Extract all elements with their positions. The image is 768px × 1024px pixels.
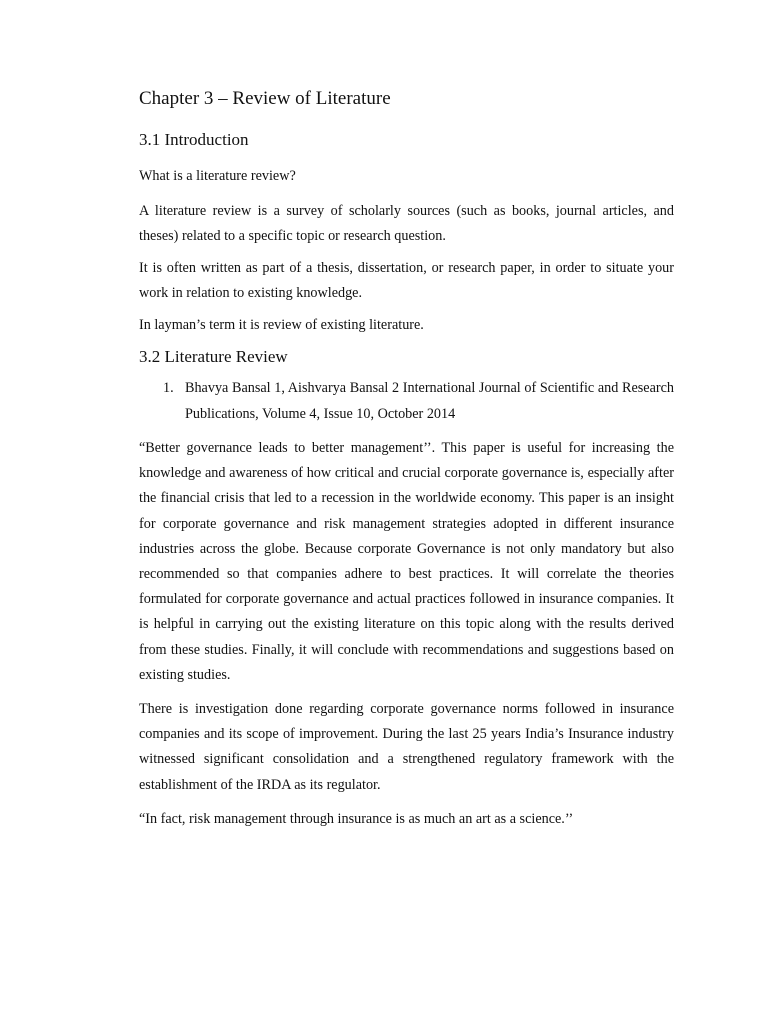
reference-item [163,375,674,427]
document-page [139,86,674,839]
intro-paragraph-3: In layman’s term it is review of existing literature. [139,317,424,333]
intro-question: What is a literature review? [139,168,296,184]
reference-list [139,375,674,427]
review-paragraph-2: There is investigation done regarding corporate governance norms followed in insurance companies and its scope of improvement. During the last 25 years India’s Insurance industry witnessed significant consolidation and a strengthened regulatory framework with the establishment of the IRDA as its regulator. [139,701,674,793]
section-heading-introduction: 3.1 Introduction [139,130,249,149]
reference-text: Bhavya Bansal 1, Aishvarya Bansal 2 International Journal of Scientific and Research Publications, Volume 4, Issue 10, October 2014 [185,380,674,422]
intro-paragraph-2: It is often written as part of a thesis, dissertation, or research paper, in order to situate your work in relation to existing knowledge. [139,260,674,301]
section-heading-literature-review: 3.2 Literature Review [139,347,288,366]
chapter-title: Chapter 3 – Review of Literature [139,88,391,109]
review-quote: “In fact, risk management through insurance is as much an art as a science.’’ [139,810,574,827]
review-paragraph-1: “Better governance leads to better management’’. This paper is useful for increasing the knowledge and awareness of how critical and crucial corporate governance is, especially after the financial crisis that led to a recession in the worldwide economy. This paper is an insight for corporate governance and risk management strategies adopted in different insurance industries across the globe. Because corporate Governance is not only mandatory but also recommended so that companies adhere to best practices. It will correlate the theories formulated for corporate governance and actual practices followed in insurance companies. It is helpful in carrying out the existing literature on this topic along with the results derived from these studies. Finally, it will conclude with recommendations and suggestions based on existing studies. [139,440,674,683]
intro-paragraph-1: A literature review is a survey of scholarly sources (such as books, journal articles, and theses) related to a specific topic or research question. [139,203,674,244]
reference-number: 1. [163,380,174,396]
